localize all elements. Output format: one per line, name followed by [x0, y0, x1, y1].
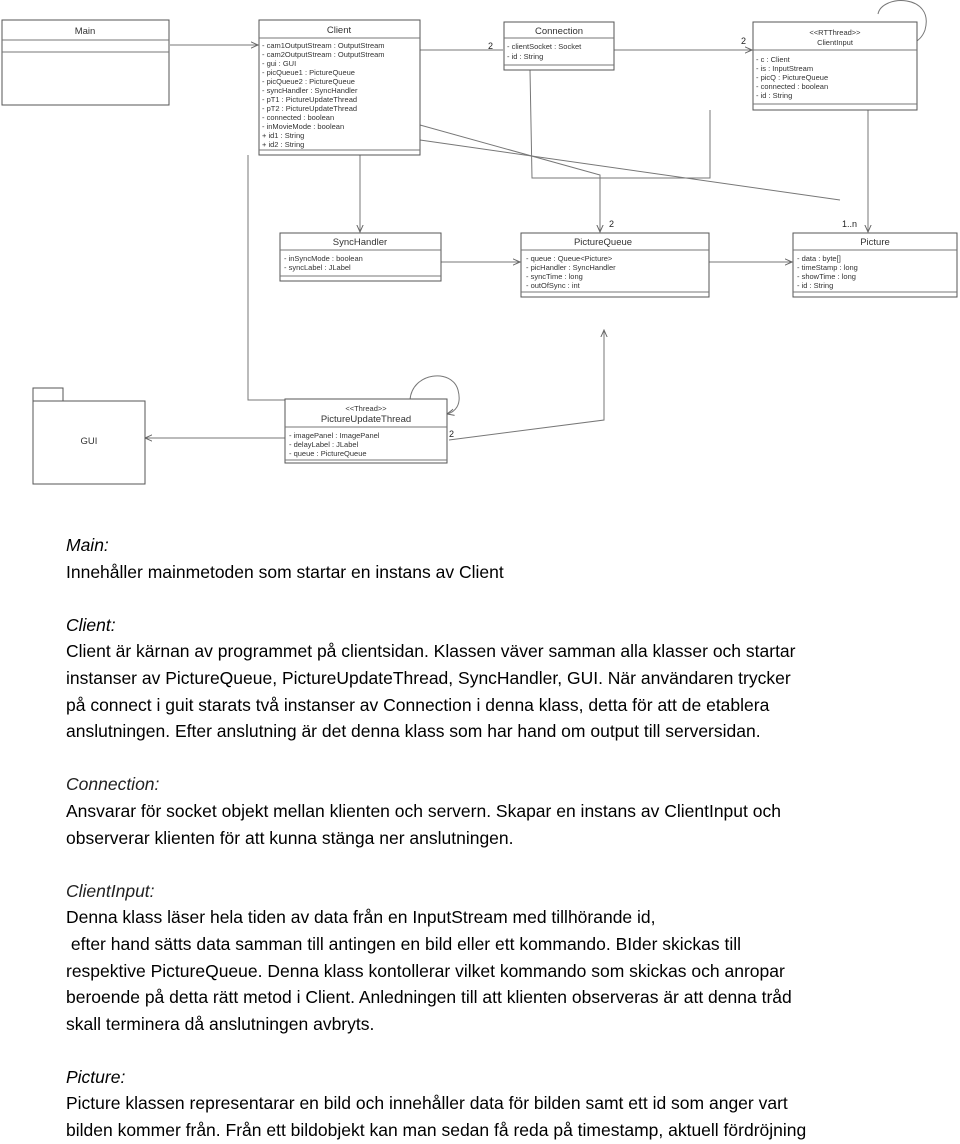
paragraph-line: Innehåller mainmetoden som startar en instans av Client	[66, 561, 504, 582]
picture-attribute: - showTime : long	[797, 272, 856, 281]
class-name-synchandler: SyncHandler	[332, 237, 388, 248]
paragraph-line: respektive PictureQueue. Denna klass kontollerar vilket kommando som skickas och anropar	[66, 960, 785, 981]
class-connection	[504, 22, 614, 70]
class-name-pictureupdatethread: PictureUpdateThread	[320, 414, 412, 425]
section-title: Client:	[66, 614, 116, 635]
section-main	[66, 532, 946, 585]
section-title: Connection:	[66, 774, 160, 795]
section-connection	[66, 771, 946, 851]
package-name-gui: GUI	[80, 436, 98, 447]
class-clientinput	[753, 22, 917, 110]
clientinput-attribute: - c : Client	[756, 55, 790, 64]
paragraph-line: observerar klienten för att kunna stänga ner anslutningen.	[66, 827, 514, 848]
synchandler-attribute: - syncLabel : JLabel	[284, 263, 351, 272]
paragraph-line: skall terminera då anslutningen avbryts.	[66, 1013, 375, 1034]
paragraph-line: anslutningen. Efter anslutning är det denna klass som har hand om output till serversidan.	[66, 721, 761, 742]
picture-attribute: - data : byte[]	[797, 254, 841, 263]
client-attribute: - inMovieMode : boolean	[262, 122, 345, 131]
clientinput-attribute: - id : String	[756, 91, 793, 100]
paragraph-line: beroende på detta rätt metod i Client. Anledningen till att klienten observeras är att denna tråd	[66, 987, 792, 1008]
clientinput-attribute: - picQ : PictureQueue	[756, 73, 829, 82]
class-synchandler	[280, 233, 441, 281]
clientinput-attribute: - is : InputStream	[756, 64, 814, 73]
multiplicity-picture: 1..n	[842, 219, 858, 229]
class-name-main: Main	[74, 26, 96, 37]
paragraph-line: Picture klassen representarar en bild och innehåller data för bilden samt ett id som anger vart	[66, 1093, 788, 1114]
client-attribute: - picQueue2 : PictureQueue	[262, 77, 355, 86]
paragraph-line: efter hand sätts data samman till antingen en bild eller ett kommando. BIder skickas till	[66, 933, 742, 954]
paragraph-line: på connect i guit starats två instanser av Connection i denna klass, detta för att de etablera	[66, 694, 770, 715]
client-attribute: - connected : boolean	[262, 113, 335, 122]
client-attribute: + id1 : String	[262, 131, 305, 140]
class-pictureupdatethread	[285, 399, 447, 463]
class-picturequeue	[521, 233, 709, 297]
class-name-picturequeue: PictureQueue	[573, 237, 633, 248]
class-name-connection: Connection	[534, 26, 584, 37]
section-title: Main:	[66, 535, 109, 555]
client-attribute: - cam1OutputStream : OutputStream	[262, 41, 385, 50]
multiplicity-picturequeue: 2	[609, 219, 615, 229]
connection-attribute: - clientSocket : Socket	[507, 42, 582, 51]
package-gui	[33, 388, 145, 484]
picturequeue-attribute: - outOfSync : int	[526, 281, 580, 290]
client-attribute: - cam2OutputStream : OutputStream	[262, 50, 385, 59]
client-attribute: - syncHandler : SyncHandler	[262, 86, 358, 95]
paragraph-line: instanser av PictureQueue, PictureUpdateThread, SyncHandler, GUI. När användaren trycker	[66, 667, 791, 688]
pictureupdatethread-attribute: - imagePanel : ImagePanel	[289, 431, 380, 440]
picturequeue-attribute: - queue : Queue<Picture>	[526, 254, 613, 263]
pictureupdatethread-stereotype: <<Thread>>	[345, 404, 387, 413]
multiplicity-client-connection: 2	[488, 41, 494, 51]
paragraph-line: Denna klass läser hela tiden av data från en InputStream med tillhörande id,	[66, 907, 656, 928]
multiplicity-pictureupdatethread: 2	[449, 429, 455, 439]
connection-attribute: - id : String	[507, 52, 544, 61]
class-client	[259, 20, 420, 155]
class-descriptions	[66, 532, 946, 1144]
picture-attribute: - id : String	[797, 281, 834, 290]
client-attribute: + id2 : String	[262, 140, 305, 149]
clientinput-attribute: - connected : boolean	[756, 82, 829, 91]
class-name-clientinput: ClientInput	[817, 38, 853, 47]
class-name-client: Client	[326, 25, 352, 36]
section-title: ClientInput:	[66, 880, 155, 901]
paragraph-line: Client är kärnan av programmet på clientsidan. Klassen väver samman alla klasser och startar	[66, 641, 796, 662]
pictureupdatethread-attribute: - queue : PictureQueue	[289, 449, 367, 458]
client-attribute: - gui : GUI	[262, 59, 297, 68]
client-attribute: - pT2 : PictureUpdateThread	[262, 104, 358, 113]
multiplicity-connection-clientinput: 2	[741, 36, 747, 46]
client-attribute: - picQueue1 : PictureQueue	[262, 68, 355, 77]
class-name-picture: Picture	[860, 237, 890, 248]
paragraph-line: bilden kommer från. Från ett bildobjekt kan man sedan få reda på timestamp, aktuell fördröjning	[66, 1120, 807, 1141]
client-attribute: - pT1 : PictureUpdateThread	[262, 95, 358, 104]
section-clientinput	[66, 878, 946, 1038]
picture-attribute: - timeStamp : long	[797, 263, 858, 272]
uml-class-diagram	[0, 0, 960, 510]
pictureupdatethread-attribute: - delayLabel : JLabel	[289, 440, 359, 449]
class-picture	[793, 233, 957, 297]
section-title: Picture:	[66, 1066, 126, 1087]
picturequeue-attribute: - syncTime : long	[526, 272, 583, 281]
paragraph-line: Ansvarar för socket objekt mellan klienten och servern. Skapar en instans av ClientInput och	[66, 800, 781, 821]
section-client	[66, 612, 946, 745]
class-main	[2, 20, 169, 105]
synchandler-attribute: - inSyncMode : boolean	[284, 254, 363, 263]
picturequeue-attribute: - picHandler : SyncHandler	[526, 263, 616, 272]
clientinput-stereotype: <<RTThread>>	[809, 28, 861, 37]
section-picture	[66, 1064, 946, 1144]
